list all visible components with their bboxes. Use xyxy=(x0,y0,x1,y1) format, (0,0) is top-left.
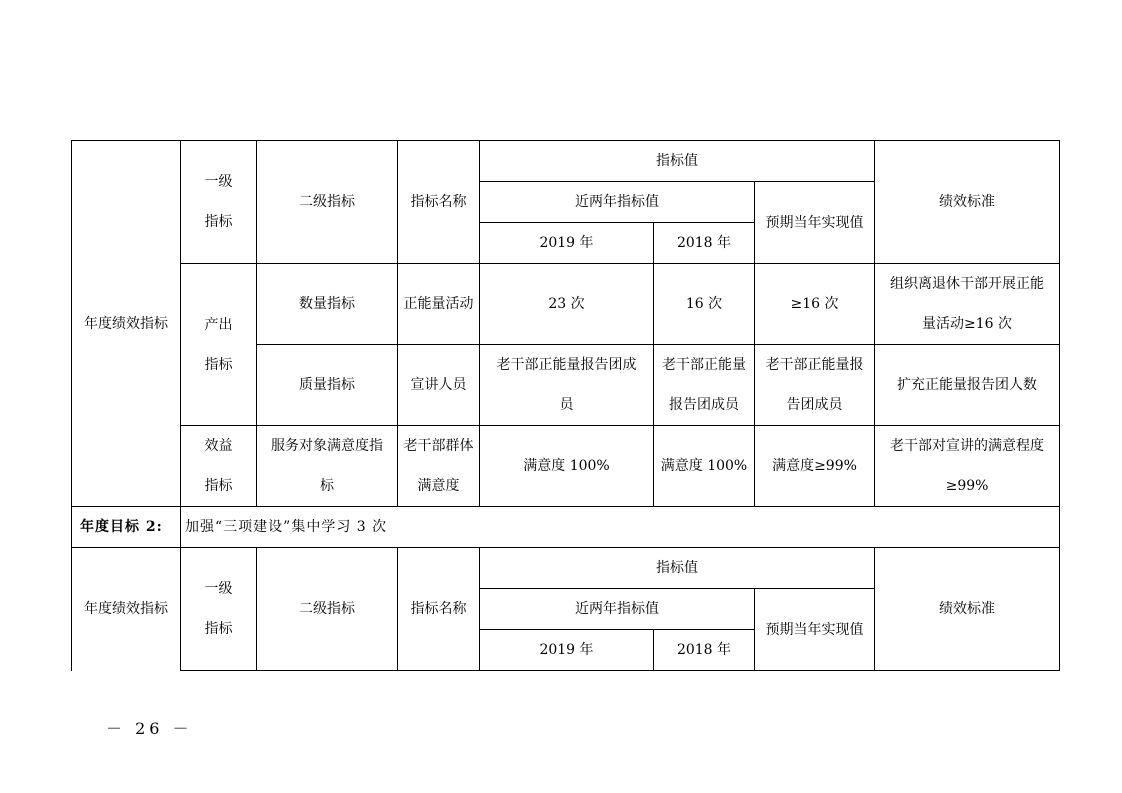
header-expected: 预期当年实现值 xyxy=(755,182,875,264)
goal2-label: 年度目标 2: xyxy=(72,507,181,548)
page-number: － 26 － xyxy=(106,719,193,738)
header2-standard: 绩效标准 xyxy=(875,548,1060,671)
header-2019: 2019 年 xyxy=(480,223,654,264)
quality-2019: 老干部正能量报告团成 员 xyxy=(480,345,654,426)
header-indicator-name: 指标名称 xyxy=(398,141,480,264)
benefit-label: 效益 指标 xyxy=(181,426,257,507)
quantity-level2: 数量指标 xyxy=(257,264,398,345)
header-level1: 一级 指标 xyxy=(181,141,257,264)
benefit-2018: 满意度 100% xyxy=(654,426,755,507)
header2-indicator-value: 指标值 xyxy=(480,548,875,589)
header2-indicator-name: 指标名称 xyxy=(398,548,480,671)
header2-expected: 预期当年实现值 xyxy=(755,589,875,671)
quality-2018: 老干部正能量 报告团成员 xyxy=(654,345,755,426)
quantity-2019: 23 次 xyxy=(480,264,654,345)
benefit-expected: 满意度≥99% xyxy=(755,426,875,507)
quantity-standard: 组织离退休干部开展正能 量活动≥16 次 xyxy=(875,264,1060,345)
header-recent-two-years: 近两年指标值 xyxy=(480,182,755,223)
output-label: 产出 指标 xyxy=(181,264,257,426)
goal2-text: 加强“三项建设”集中学习 3 次 xyxy=(181,507,1060,548)
quantity-expected: ≥16 次 xyxy=(755,264,875,345)
benefit-standard: 老干部对宣讲的满意程度 ≥99% xyxy=(875,426,1060,507)
row-label-performance: 年度绩效指标 xyxy=(72,141,181,507)
header2-2019: 2019 年 xyxy=(480,630,654,671)
header2-2018: 2018 年 xyxy=(654,630,755,671)
quantity-2018: 16 次 xyxy=(654,264,755,345)
header2-level1: 一级 指标 xyxy=(181,548,257,671)
benefit-name: 老干部群体 满意度 xyxy=(398,426,480,507)
header-standard: 绩效标准 xyxy=(875,141,1060,264)
quality-standard: 扩充正能量报告团人数 xyxy=(875,345,1060,426)
header2-level2: 二级指标 xyxy=(257,548,398,671)
quality-expected: 老干部正能量报 告团成员 xyxy=(755,345,875,426)
row-label-performance-2: 年度绩效指标 xyxy=(72,548,181,671)
performance-table xyxy=(71,140,1060,671)
header-indicator-value: 指标值 xyxy=(480,141,875,182)
quality-level2: 质量指标 xyxy=(257,345,398,426)
header-2018: 2018 年 xyxy=(654,223,755,264)
benefit-2019: 满意度 100% xyxy=(480,426,654,507)
benefit-level2: 服务对象满意度指 标 xyxy=(257,426,398,507)
quality-name: 宣讲人员 xyxy=(398,345,480,426)
header2-recent-two-years: 近两年指标值 xyxy=(480,589,755,630)
header-level2: 二级指标 xyxy=(257,141,398,264)
quantity-name: 正能量活动 xyxy=(398,264,480,345)
